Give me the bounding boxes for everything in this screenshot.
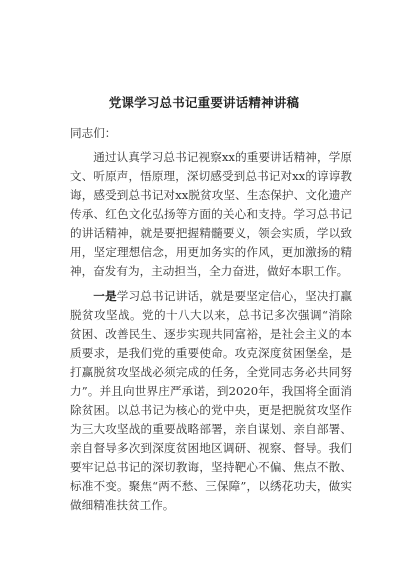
paragraph-first-point-text: 学习总书记讲话，就是要坚定信心，坚决打赢脱贫攻坚战。党的十八大以来，总书记多次强调“消除贫困、改善民生、逐步实现共同富裕，是社会主义的本质要求，是我们党的重要使命。攻克深度贫困堡垒，是打赢脱贫攻坚战必须完成的任务，全党同志务必共同努力”。并且向世界庄严承诺，到2020年，我国将全面消除贫困。以总书记为核心的党中央，更是把脱贫攻坚作为三大攻坚战的重要战略部署，亲自谋划、亲自部署、亲自督导多次到深度贫困地区调研、视察、督导。我们要牢记总书记的深切教诲，坚持靶心不偏、焦点不散、标准不变。聚焦“两不愁、三保障”，以绣花功夫，做实做细精准扶贫工作。 (70, 289, 352, 512)
salutation: 同志们： (70, 126, 117, 140)
paragraph-intro: 通过认真学习总书记视察xx的重要讲话精神，学原文、听原声，悟原理，深切感受到总书记对xx的谆谆教诲，感受到总书记对xx脱贫攻坚、生态保护、文化遗产传承、红色文化弘扬等方面的关心和支持。学习总书记的讲话精神，就是要把握精髓要义，领会实质，学以致用，坚定理想信念，用更加务实的作风，更加激扬的精神，奋发有为，主动担当，全力奋进，做好本职工作。 (70, 150, 352, 278)
document-title: 党课学习总书记重要讲话精神讲稿 (108, 95, 300, 110)
paragraph-first-point (70, 287, 352, 515)
point-lead-label: 一是 (93, 289, 117, 303)
